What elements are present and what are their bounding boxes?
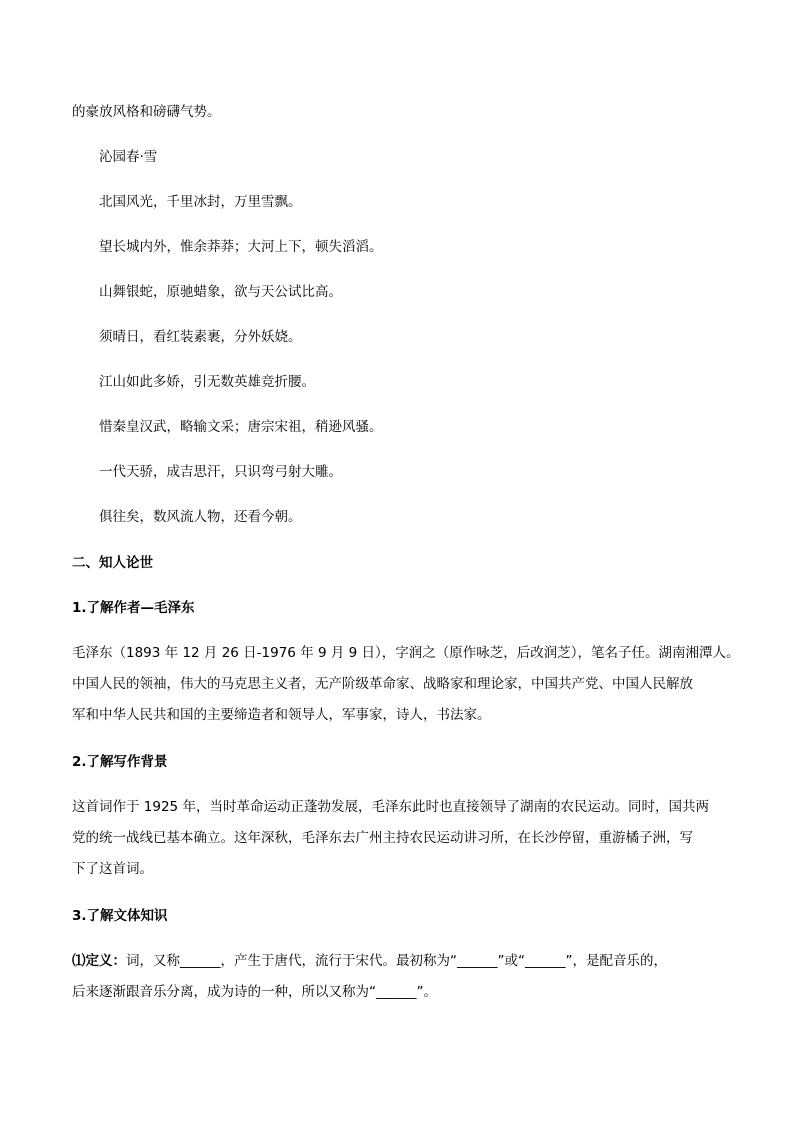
paragraph-line: 下了这首词。	[72, 861, 153, 877]
poem-line: 俱往矣，数风流人物，还看今朝。	[99, 509, 302, 525]
subsection-heading-background: 2.了解写作背景	[72, 754, 168, 770]
subsection-heading-genre: 3.了解文体知识	[72, 908, 168, 924]
definition-text: 词，又称______，产生于唐代，流行于宋代。最初称为“______”或“______”，是配音乐的，	[126, 953, 667, 969]
poem-line: 江山如此多娇，引无数英雄竞折腰。	[99, 374, 315, 390]
subsection-heading-author: 1.了解作者—毛泽东	[72, 600, 195, 616]
poem-line: 北国风光，千里冰封，万里雪飘。	[99, 194, 302, 210]
author-paragraph	[72, 638, 740, 731]
paragraph-line: 党的统一战线已基本确立。这年深秋，毛泽东去广州主持农民运动讲习所，在长沙停留，重游橘子洲，写	[72, 830, 693, 846]
paragraph-line: 军和中华人民共和国的主要缔造者和领导人，军事家，诗人，书法家。	[72, 707, 491, 723]
paragraph-line: 毛泽东（1893 年 12 月 26 日-1976 年 9 月 9 日），字润之（原作咏芝，后改润芝），笔名子任。湖南湘潭人。	[72, 645, 740, 661]
paragraph-line: 中国人民的领袖，伟大的马克思主义者，无产阶级革命家、战略家和理论家，中国共产党、中国人民解放	[72, 676, 693, 692]
definition-paragraph	[72, 946, 732, 1008]
poem-line: 望长城内外，惟余莽莽；大河上下，顿失滔滔。	[99, 239, 383, 255]
intro-tail-text: 的豪放风格和磅礴气势。	[72, 104, 221, 120]
poem-line: 惜秦皇汉武，略输文采；唐宗宋祖，稍逊风骚。	[99, 419, 383, 435]
poem-line: 须晴日，看红装素裹，分外妖娆。	[99, 329, 302, 345]
poem-line: 山舞银蛇，原驰蜡象，欲与天公试比高。	[99, 284, 342, 300]
background-paragraph	[72, 792, 732, 885]
poem-title: 沁园春·雪	[99, 149, 158, 165]
definition-line-2: 后来逐渐跟音乐分离，成为诗的一种，所以又称为“______”。	[72, 984, 437, 1000]
definition-label: ⑴定义：	[72, 953, 126, 969]
paragraph-line: 这首词作于 1925 年，当时革命运动正蓬勃发展，毛泽东此时也直接领导了湖南的农民运动。同时，国共两	[72, 799, 709, 815]
section-heading: 二、知人论世	[72, 555, 153, 571]
definition-line	[72, 946, 732, 977]
poem-line: 一代天骄，成吉思汗，只识弯弓射大雕。	[99, 464, 342, 480]
